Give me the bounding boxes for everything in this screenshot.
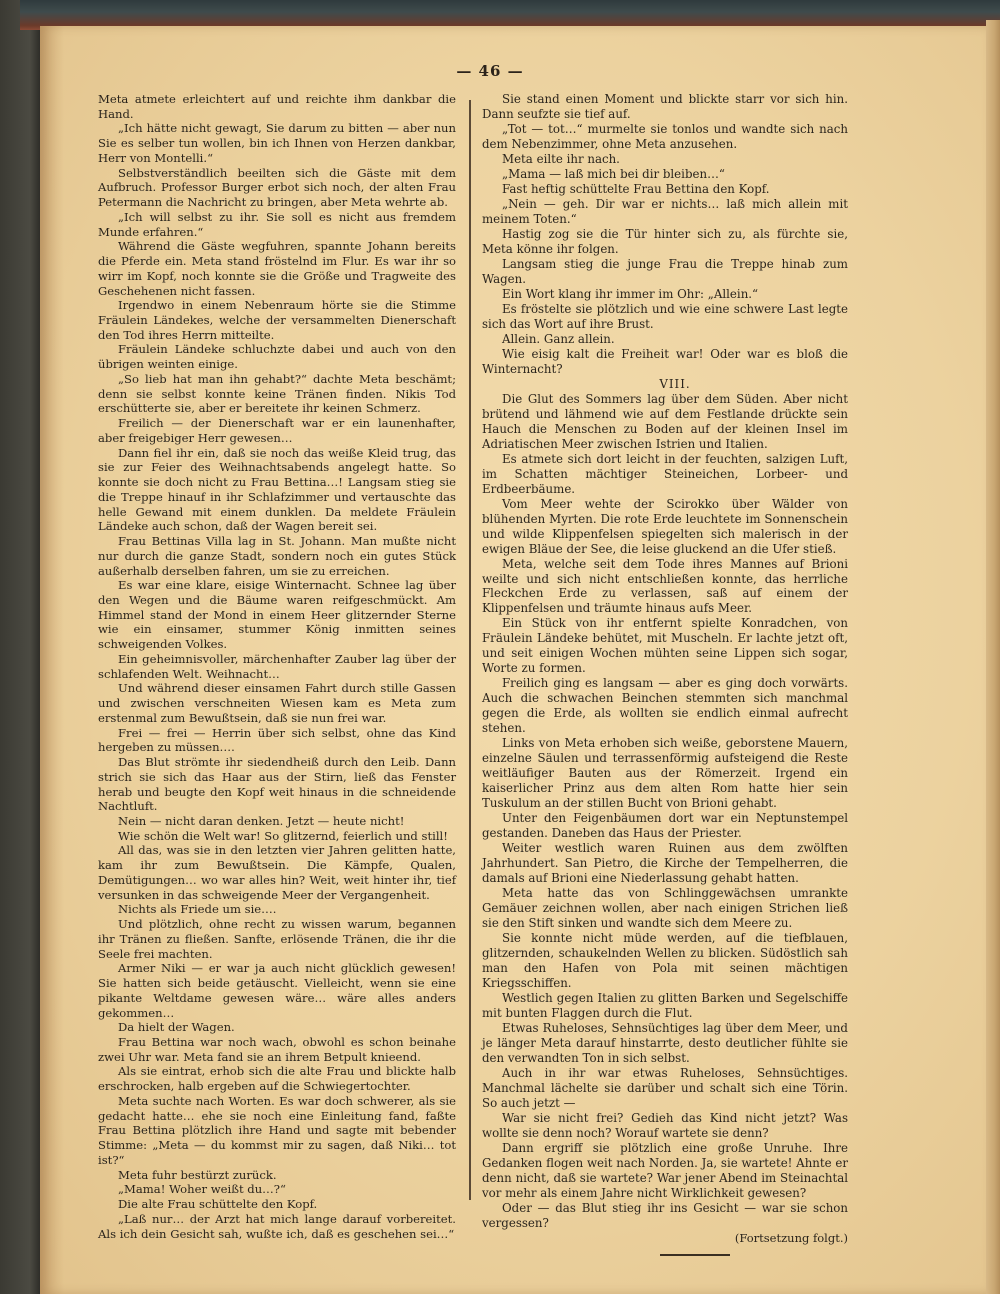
paragraph: Irgendwo in einem Nebenraum hörte sie die Stimme Fräulein Ländekes, welche der versammelten Dienerschaft den Tod ihres Herrn mitteilte. <box>98 298 456 342</box>
paragraph: Dann fiel ihr ein, daß sie noch das weiße Kleid trug, das sie zur Feier des Weihnachtsabends angelegt hatte. So konnte sie doch nicht zu Frau Bettina…! Langsam stieg sie die Treppe hinauf in ihr Schlafzimmer und vertauschte das helle Gewand mit einem dunklen. Da meldete Fräulein Ländeke auch schon, daß der Wagen bereit sei. <box>98 445 456 534</box>
paragraph: Allein. Ganz allein. <box>502 331 615 346</box>
paragraph: Links von Meta erhoben sich weiße, geborstene Mauern, einzelne Säulen und terrassenförmig aufsteigend die Reste weitläufiger Bauten aus der Römerzeit. Irgend ein kaiserlicher Prinz aus dem alten Rom hatte hier sein Tuskulum an der stillen Bucht von Brioni gehabt. <box>482 736 848 811</box>
column-divider <box>469 100 471 1200</box>
paragraph: Frau Bettina war noch wach, obwohl es schon beinahe zwei Uhr war. Meta fand sie an ihrem Betpult knieend. <box>98 1035 456 1064</box>
paragraph: Fast heftig schüttelte Frau Bettina den Kopf. <box>502 181 770 196</box>
paragraph: „So lieb hat man ihn gehabt?“ dachte Meta beschämt; denn sie selbst konnte keine Tränen finden. Nikis Tod erschütterte sie, aber er bereitete ihr keinen Schmerz. <box>98 371 456 416</box>
paragraph: Es war eine klare, eisige Winternacht. Schnee lag über den Wegen und die Bäume waren reifgeschmückt. Am Himmel stand der Mond in einem Heer glitzernder Sterne wie ein einsamer, stummer König inmitten seines schweigenden Volkes. <box>98 578 456 652</box>
paragraph: Und während dieser einsamen Fahrt durch stille Gassen und zwischen verschneiten Wiesen kam es Meta zum erstenmal zum Bewußtsein, daß sie nun frei war. <box>98 681 456 725</box>
paragraph: Als sie eintrat, erhob sich die alte Frau und blickte halb erschrocken, halb ergeben auf die Schwiegertochter. <box>98 1064 456 1094</box>
paragraph: „Ich hätte nicht gewagt, Sie darum zu bitten — aber nun Sie es selber tun wollen, bin ich Ihnen von Herzen dankbar, Herr von Montelli.“ <box>98 121 456 165</box>
paragraph: Und plötzlich, ohne recht zu wissen warum, begannen ihr Tränen zu fließen. Sanfte, erlösende Tränen, die ihr die Seele frei machten. <box>98 917 456 961</box>
paragraph: „Ich will selbst zu ihr. Sie soll es nicht aus fremdem Munde erfahren.“ <box>98 209 456 239</box>
closing-rule <box>660 1254 730 1256</box>
page-gutter-shadow <box>40 26 64 1294</box>
paragraph: Sie konnte nicht müde werden, auf die tiefblauen, glitzernden, schaukelnden Wellen zu blicken. Südöstlich sah man den Hafen von Pola mit seinen mächtigen Kriegsschiffen. <box>482 931 848 991</box>
paragraph: Frau Bettinas Villa lag in St. Johann. Man mußte nicht nur durch die ganze Stadt, sondern noch ein gutes Stück außerhalb derselben fahren, um sie zu erreichen. <box>98 534 456 578</box>
page-number: — 46 — <box>456 62 524 80</box>
paragraph: Westlich gegen Italien zu glitten Barken und Segelschiffe mit bunten Flaggen durch die Flut. <box>482 991 848 1021</box>
paragraph: All das, was sie in den letzten vier Jahren gelitten hatte, kam ihr zum Bewußtsein. Die Kämpfe, Qualen, Demütigungen… wo war alles hin? Weit, weit hinter ihr, tief versunken in das schweigende Meer der Vergangenheit. <box>98 843 456 902</box>
paragraph: Das Blut strömte ihr siedendheiß durch den Leib. Dann strich sie sich das Haar aus der Stirn, ließ das Fenster herab und beugte den Kopf weit hinaus in die schneidende Nachtluft. <box>98 755 456 814</box>
paragraph: Meta suchte nach Worten. Es war doch schwerer, als sie gedacht hatte… ehe sie noch eine Einleitung fand, faßte Frau Bettina plötzlich ihre Hand und sagte mit bebender Stimme: „Meta — du kommst mir zu sagen, daß Niki… tot ist?“ <box>98 1093 456 1167</box>
paragraph: Armer Niki — er war ja auch nicht glücklich gewesen! Sie hatten sich beide getäuscht. Vielleicht, wenn sie eine pikante Weltdame gewesen wäre… wäre alles anders gekommen… <box>98 961 456 1020</box>
paragraph: Weiter westlich waren Ruinen aus dem zwölften Jahrhundert. San Pietro, die Kirche der Tempelherren, die damals auf Brioni eine Niederlassung gehabt hatten. <box>482 841 848 886</box>
paragraph: Ein geheimnisvoller, märchenhafter Zauber lag über der schlafenden Welt. Weihnacht… <box>98 651 456 681</box>
paragraph: Ein Stück von ihr entfernt spielte Konradchen, von Fräulein Ländeke behütet, mit Muscheln. Er lachte jetzt oft, und seit einigen Wochen mühten seine Lippen sich sogar, Worte zu formen. <box>482 616 848 676</box>
right-column <box>482 92 848 1256</box>
paragraph: „Mama — laß mich bei dir bleiben…“ <box>502 166 725 181</box>
paragraph: „Tot — tot…“ murmelte sie tonlos und wandte sich nach dem Nebenzimmer, ohne Meta anzusehen. <box>482 121 848 151</box>
paragraph: Vom Meer wehte der Scirokko über Wälder von blühenden Myrten. Die rote Erde leuchtete im Sonnenschein und wilde Klippenfelsen spiegelten sich malerisch in der ewigen Bläue der See, die leise gluckend an die Ufer stieß. <box>482 496 848 556</box>
paragraph: Unter den Feigenbäumen dort war ein Neptunstempel gestanden. Daneben das Haus der Priester. <box>482 811 848 841</box>
paragraph: Hastig zog sie die Tür hinter sich zu, als fürchte sie, Meta könne ihr folgen. <box>482 226 848 256</box>
paragraph: Etwas Ruheloses, Sehnsüchtiges lag über dem Meer, und je länger Meta darauf hinstarrte, desto deutlicher fühlte sie den verwandten Ton in sich selbst. <box>482 1021 848 1065</box>
paragraph: „Nein — geh. Dir war er nichts… laß mich allein mit meinem Toten.“ <box>482 196 848 226</box>
chapter-heading: VIII. <box>659 376 691 391</box>
paragraph: Freilich ging es langsam — aber es ging doch vorwärts. Auch die schwachen Beinchen stemmten sich manchmal gegen die Erde, als wollten sie endlich einmal aufrecht stehen. <box>482 676 848 736</box>
paragraph: Die alte Frau schüttelte den Kopf. <box>118 1197 318 1212</box>
paragraph: Es fröstelte sie plötzlich und wie eine schwere Last legte sich das Wort auf ihre Brust. <box>482 301 848 331</box>
paragraph: War sie nicht frei? Gedieh das Kind nicht jetzt? Was wollte sie denn noch? Worauf wartete sie denn? <box>482 1110 848 1140</box>
paragraph: Langsam stieg die junge Frau die Treppe hinab zum Wagen. <box>482 256 848 286</box>
continuation-note: (Fortsetzung folgt.) <box>734 1230 848 1245</box>
paragraph: Nichts als Friede um sie…. <box>118 902 277 917</box>
paragraph: Wie eisig kalt die Freiheit war! Oder war es bloß die Winternacht? <box>482 346 848 376</box>
paragraph: Meta hatte das von Schlinggewächsen umrankte Gemäuer zeichnen wollen, aber nach einigen Strichen ließ sie den Stift sinken und wandte sich dem Meere zu. <box>482 886 848 931</box>
paragraph: Die Glut des Sommers lag über dem Süden. Aber nicht brütend und lähmend wie auf dem Festlande drückte sein Hauch die Menschen zu Boden auf der kleinen Insel im Adriatischen Meer zwischen Istrien und Italien. <box>482 391 848 451</box>
paragraph: „Mama! Woher weißt du…?“ <box>118 1182 286 1197</box>
paragraph: Sie stand einen Moment und blickte starr vor sich hin. Dann seufzte sie tief auf. <box>482 92 848 121</box>
paragraph: Meta atmete erleichtert auf und reichte ihm dankbar die Hand. <box>98 92 456 121</box>
paragraph: Meta fuhr bestürzt zurück. <box>118 1167 277 1182</box>
paragraph: Auch in ihr war etwas Ruheloses, Sehnsüchtiges. Manchmal lächelte sie darüber und schalt sich eine Törin. So auch jetzt — <box>482 1065 848 1110</box>
paragraph: Dann ergriff sie plötzlich eine große Unruhe. Ihre Gedanken flogen weit nach Norden. Ja, sie wartete! Ahnte er denn nicht, daß sie wartete? War jener Abend im Steinachtal vor mehr als einem Jahre nicht Wirklichkeit gewesen? <box>482 1140 848 1200</box>
paragraph: Meta eilte ihr nach. <box>502 151 620 166</box>
paragraph: Ein Wort klang ihr immer im Ohr: „Allein.“ <box>502 286 759 301</box>
paragraph: Da hielt der Wagen. <box>118 1020 235 1035</box>
page-edge-right <box>986 20 1000 1294</box>
paragraph: Nein — nicht daran denken. Jetzt — heute nicht! <box>118 813 405 828</box>
paragraph: Oder — das Blut stieg ihr ins Gesicht — war sie schon vergessen? <box>482 1200 848 1230</box>
paragraph: Fräulein Ländeke schluchzte dabei und auch von den übrigen weinten einige. <box>98 342 456 372</box>
paragraph: Wie schön die Welt war! So glitzernd, feierlich und still! <box>118 828 448 843</box>
paragraph: Frei — frei — Herrin über sich selbst, ohne das Kind hergeben zu müssen…. <box>98 725 456 755</box>
paragraph: Es atmete sich dort leicht in der feuchten, salzigen Luft, im Schatten mächtiger Steineichen, Lorbeer- und Erdbeerbäume. <box>482 451 848 496</box>
paragraph: Meta, welche seit dem Tode ihres Mannes auf Brioni weilte und sich nicht entschließen konnte, das herrliche Fleckchen Erde zu verlassen, saß auf einem der Klippenfelsen und träumte hinaus aufs Meer. <box>482 556 848 616</box>
paragraph: Während die Gäste wegfuhren, spannte Johann bereits die Pferde ein. Meta stand fröstelnd im Flur. Es war ihr so wirr im Kopf, noch konnte sie die Größe und Tragweite des Geschehenen nicht fassen. <box>98 239 456 298</box>
paragraph: Selbstverständlich beeilten sich die Gäste mit dem Aufbruch. Professor Burger erbot sich noch, der alten Frau Petermann die Nachricht zu bringen, aber Meta wehrte ab. <box>98 165 456 210</box>
paragraph: „Laß nur… der Arzt hat mich lange darauf vorbereitet. Als ich dein Gesicht sah, wußte ich, daß es geschehen sei…“ <box>98 1211 456 1241</box>
paragraph: Freilich — der Dienerschaft war er ein launenhafter, aber freigebiger Herr gewesen… <box>98 416 456 445</box>
left-column <box>98 92 456 1241</box>
